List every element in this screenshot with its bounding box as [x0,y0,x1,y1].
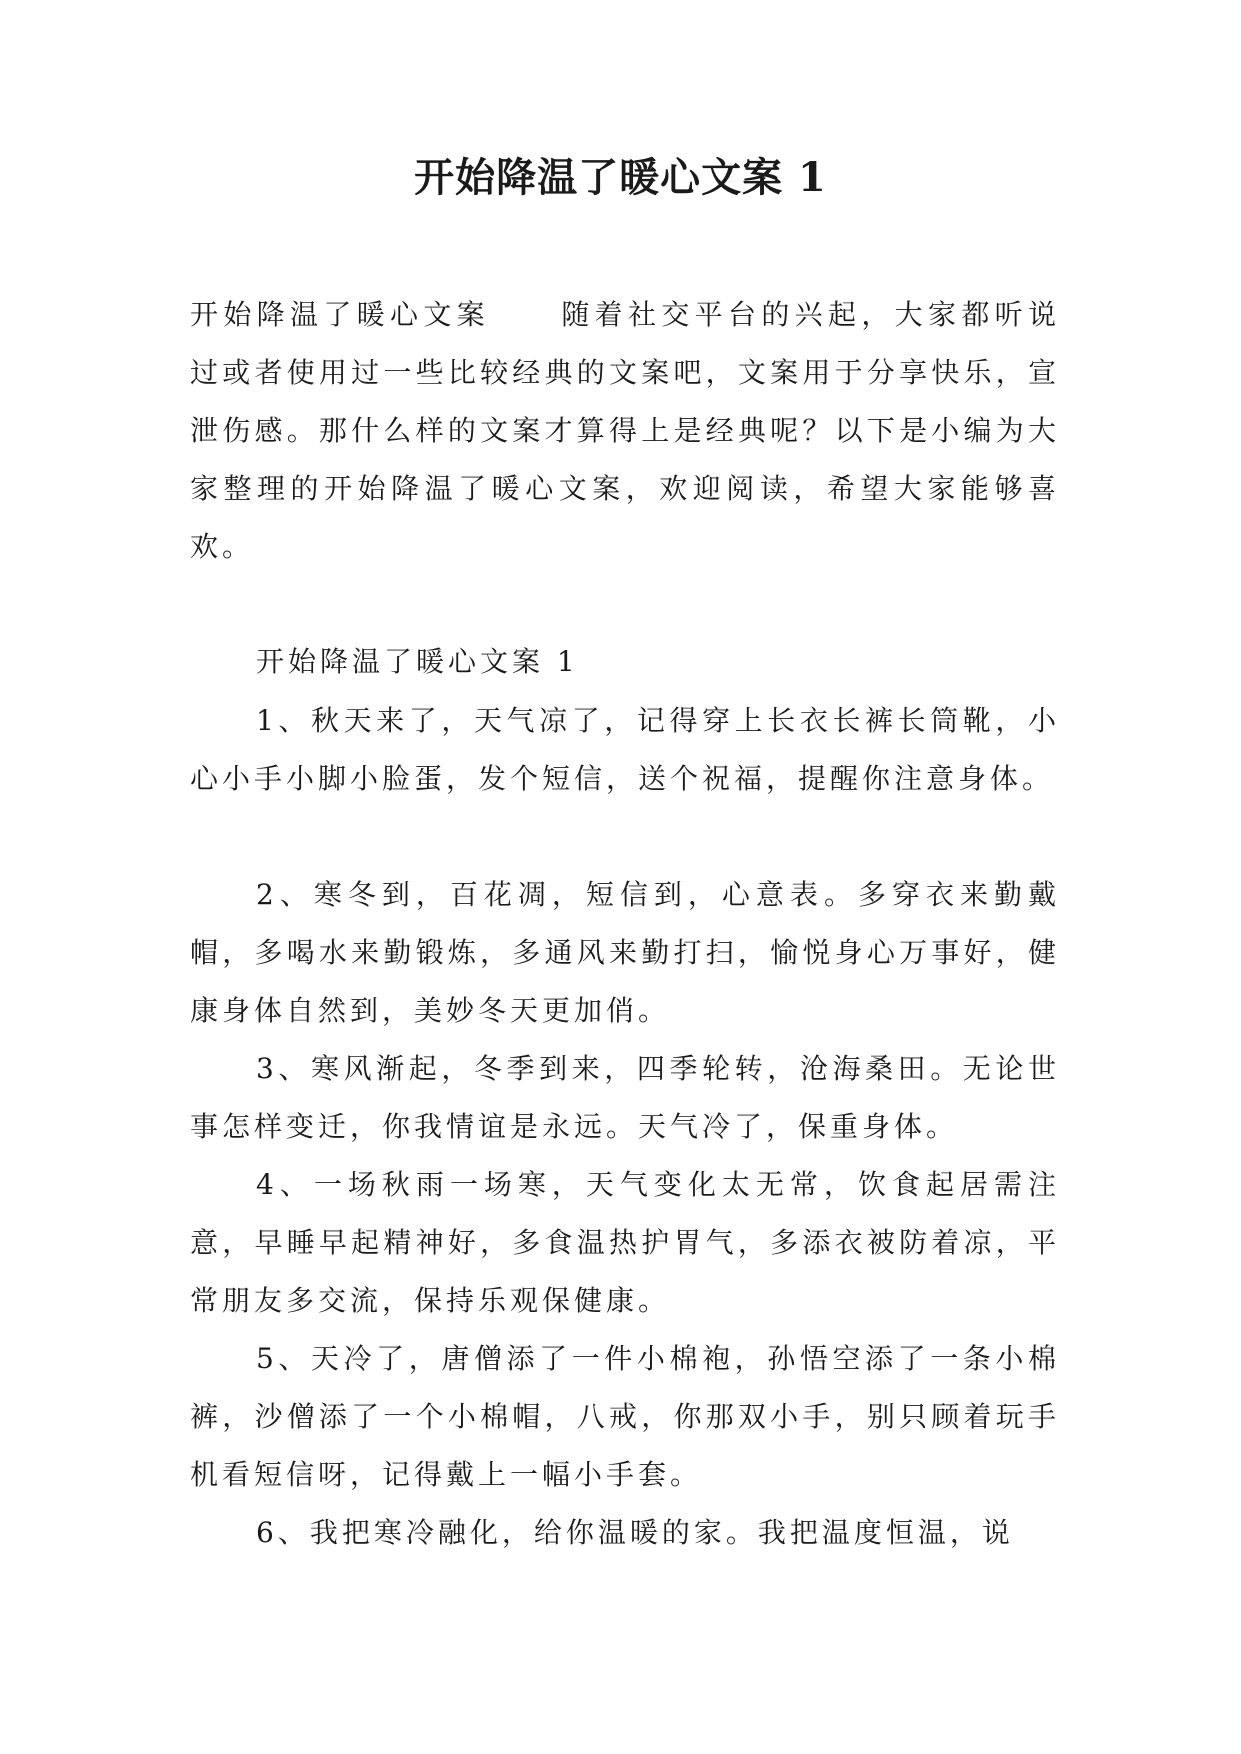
paragraph-2: 2、寒冬到，百花凋，短信到，心意表。多穿衣来勤戴帽，多喝水来勤锻炼，多通风来勤打扫，愉悦身心万事好，健康身体自然到，美妙冬天更加俏。 [190,878,1060,1027]
intro-paragraph [190,286,1060,576]
paragraph-3: 3、寒风渐起，冬季到来，四季轮转，沧海桑田。无论世事怎样变迁，你我情谊是永远。天气冷了，保重身体。 [190,1052,1060,1143]
intro-text: 随着社交平台的兴起，大家都听说过或者使用过一些比较经典的文案吧，文案用于分享快乐，宣泄伤感。那什么样的文案才算得上是经典呢？以下是小编为大家整理的开始降温了暖心文案，欢迎阅读，希望大家能够喜欢。 [190,298,1060,563]
section-heading: 开始降温了暖心文案 1 [256,645,579,678]
intro-label: 开始降温了暖心文案 [190,298,490,331]
paragraph-4: 4、一场秋雨一场寒，天气变化太无常，饮食起居需注意，早睡早起精神好，多食温热护胃气，多添衣被防着凉，平常朋友多交流，保持乐观保健康。 [190,1168,1060,1317]
paragraph-5: 5、天冷了，唐僧添了一件小棉袍，孙悟空添了一条小棉裤，沙僧添了一个小棉帽，八戒，你那双小手，别只顾着玩手机看短信呀，记得戴上一幅小手套。 [190,1342,1060,1491]
paragraph-1: 1、秋天来了，天气凉了，记得穿上长衣长裤长筒靴，小心小手小脚小脸蛋，发个短信，送个祝福，提醒你注意身体。 [190,704,1060,795]
document-title: 开始降温了暖心文案 1 [414,154,827,201]
paragraph-6: 6、我把寒冷融化，给你温暖的家。我把温度恒温，说 [256,1516,1014,1549]
